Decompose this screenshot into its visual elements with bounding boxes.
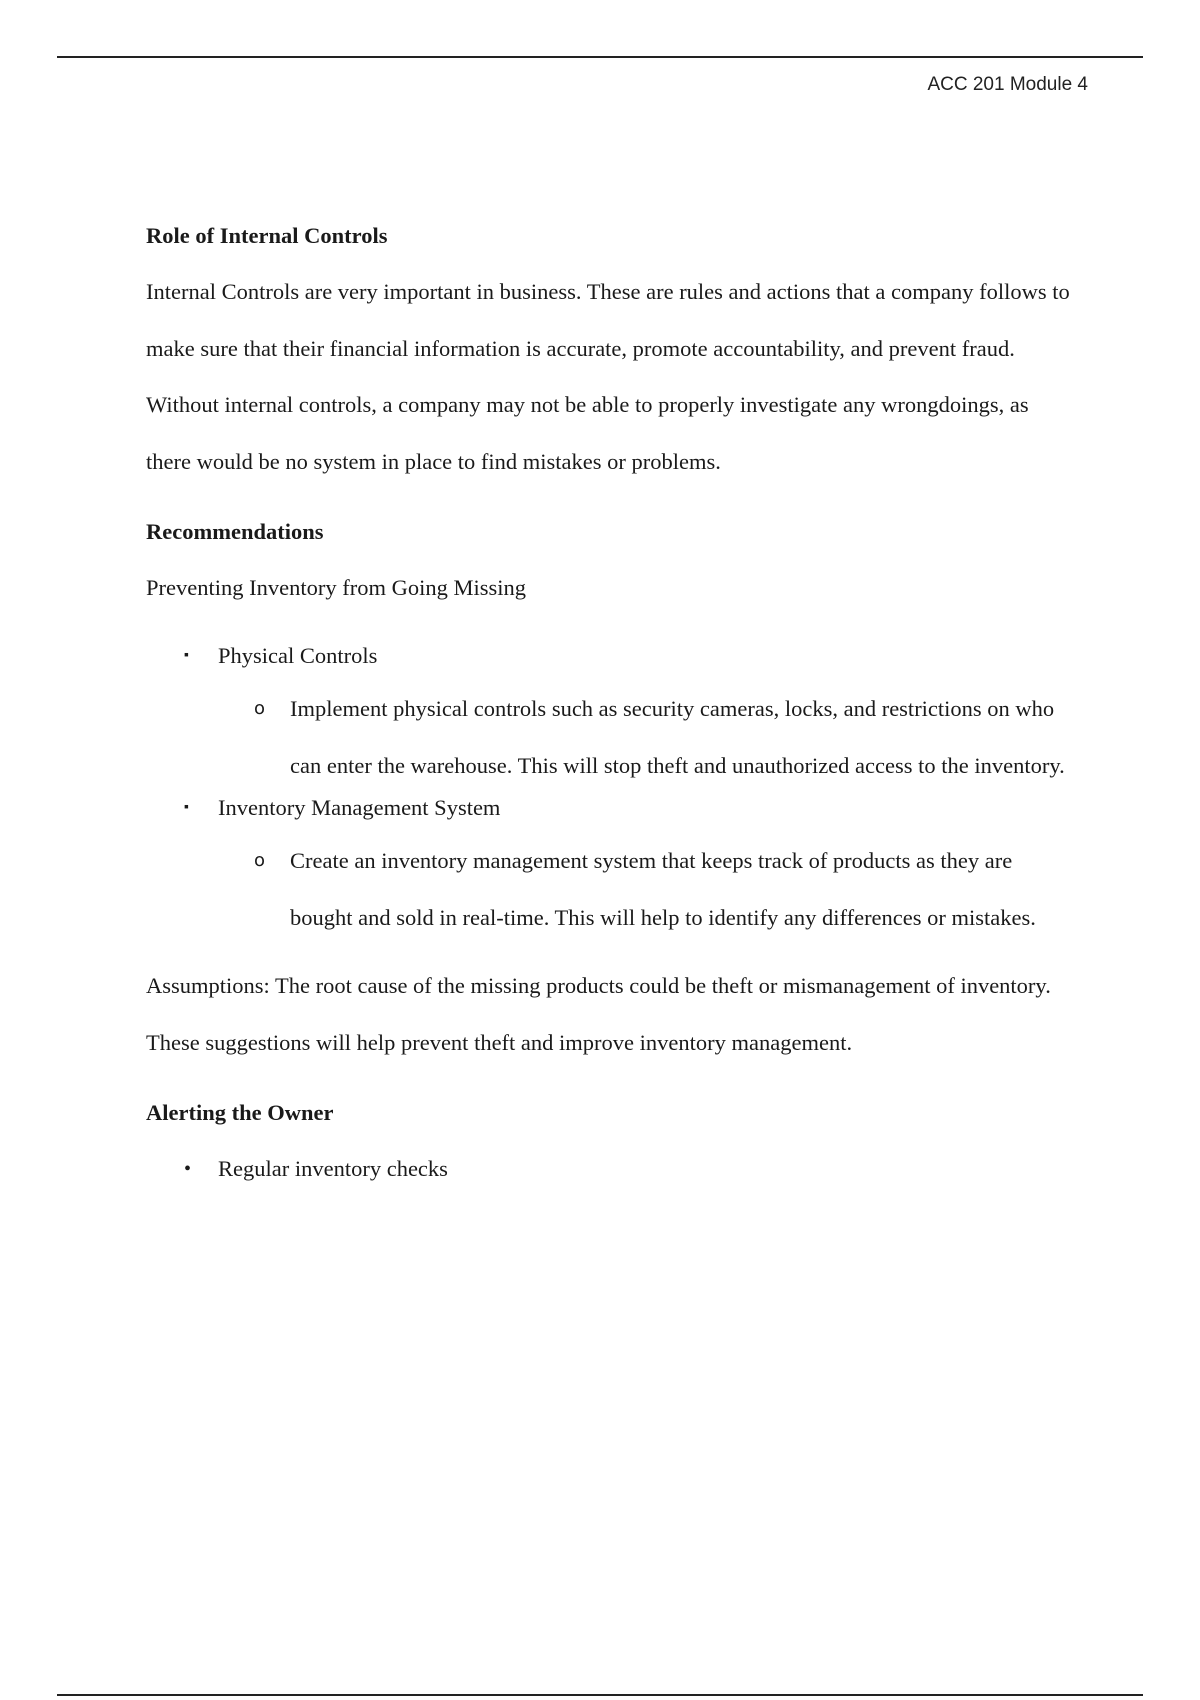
sublist-physical-controls [146,681,1076,794]
sublist-inventory-management [146,833,1076,946]
disc-bullet-icon: • [184,1158,192,1180]
alerting-list [146,1155,1076,1183]
heading-alerting-the-owner: Alerting the Owner [146,1100,334,1125]
document-body [146,222,1076,1208]
list-item-detail: Create an inventory management system that keeps track of products as they are bought and sold in real-time. This will help to identify any differences or mistakes. [290,848,1036,930]
circle-bullet-icon: o [254,850,266,871]
list-item-detail: Implement physical controls such as security cameras, locks, and restrictions on who can enter the warehouse. This will stop theft and unauthorized access to the inventory. [290,696,1065,778]
paragraph-internal-controls: Internal Controls are very important in business. These are rules and actions that a company follows to make sure that their financial information is accurate, promote accountability, and prevent fraud. Without internal controls, a company may not be able to properly investigate any wrongdoings, as there would be no system in place to find mistakes or problems. [146,279,1070,474]
list-item [146,833,1076,946]
list-item [146,794,1076,822]
list-item-label: Regular inventory checks [218,1156,448,1181]
list-item [146,642,1076,670]
circle-bullet-icon: o [254,698,266,719]
paragraph-assumptions: Assumptions: The root cause of the missing products could be theft or mismanagement of inventory. These suggestions will help prevent theft and improve inventory management. [146,973,1051,1055]
square-bullet-icon: ▪ [184,800,189,815]
heading-recommendations: Recommendations [146,519,324,544]
square-bullet-icon: ▪ [184,648,189,663]
recommendations-list [146,642,1076,670]
top-rule [57,56,1143,58]
list-item [146,681,1076,794]
bottom-rule [57,1694,1143,1696]
heading-role-of-internal-controls: Role of Internal Controls [146,223,388,248]
list-item-label: Physical Controls [218,643,378,668]
list-item-label: Inventory Management System [218,795,501,820]
list-item [146,1155,1076,1183]
recommendations-list-2 [146,794,1076,822]
running-head: ACC 201 Module 4 [927,74,1088,95]
subheading-preventing-inventory: Preventing Inventory from Going Missing [146,575,526,600]
